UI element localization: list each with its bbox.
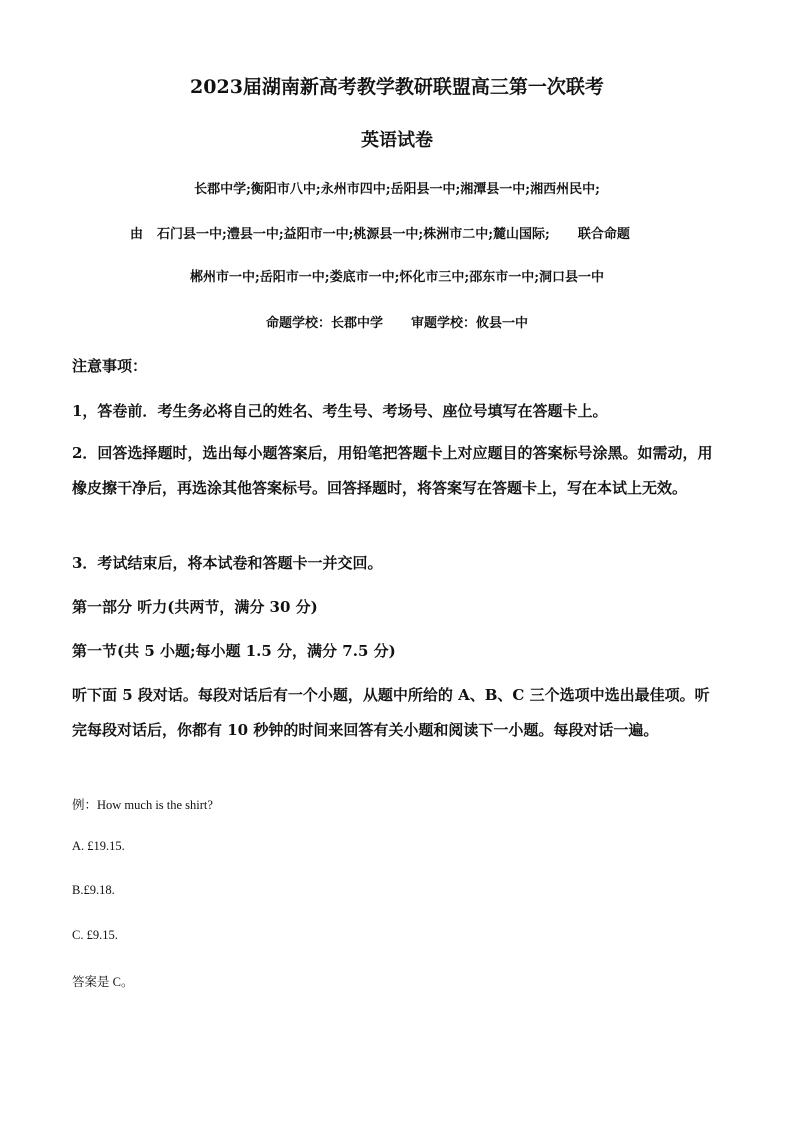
exam-title: 2023届湖南新高考教学教研联盟高三第一次联考: [190, 76, 604, 98]
notes-item-1: 1，答卷前．考生务必将自己的姓名、考生号、考场号、座位号填写在答题卡上。: [72, 402, 608, 420]
example-question: 例：How much is the shirt?: [72, 798, 213, 812]
exam-subtitle: 英语试卷: [361, 130, 433, 151]
notes-item-2: 2．回答选择题时，选出每小题答案后，用铅笔把答题卡上对应题目的答案标号涂黑。如需动，用橡皮擦干净后，再选涂其他答案标号。回答择题时，将答案写在答题卡上，写在本试上无效。: [72, 444, 713, 497]
schools-line-3: 郴州市一中;岳阳市一中;娄底市一中;怀化市三中;邵东市一中;洞口县一中: [190, 270, 604, 285]
example-option-a: A. £19.15.: [72, 839, 125, 853]
part-1-heading: 第一部分 听力(共两节，满分 30 分): [72, 598, 318, 616]
schools-line-2: [130, 223, 630, 242]
setting-school: 命题学校：长郡中学: [265, 316, 383, 331]
schools-line-2-suffix: 联合命题: [577, 227, 630, 242]
example-option-c: C. £9.15.: [72, 928, 118, 942]
section-1-heading: 第一节(共 5 小题;每小题 1.5 分，满分 7.5 分): [72, 642, 396, 660]
example-answer: 答案是 C。: [72, 975, 134, 989]
schools-line-2-middle: 石门县一中;澧县一中;益阳市一中;桃源县一中;株洲市二中;麓山国际;: [157, 227, 550, 242]
schools-line-1: 长郡中学;衡阳市八中;永州市四中;岳阳县一中;湘潭县一中;湘西州民中;: [194, 182, 600, 197]
notes-heading: 注意事项：: [72, 357, 148, 375]
schools-line-2-prefix: 由: [130, 227, 144, 242]
setting-review-schools: [0, 312, 794, 331]
notes-item-3: 3．考试结束后，将本试卷和答题卡一并交回。: [72, 554, 383, 572]
review-school: 审题学校：攸县一中: [411, 316, 529, 331]
listening-instructions: 听下面 5 段对话。每段对话后有一个小题，从题中所给的 A、B、C 三个选项中选出最佳项。听完每段对话后，你都有 10 秒钟的时间来回答有关小题和阅读下一小题。每段对话一遍。: [72, 686, 710, 739]
example-option-b: B.£9.18.: [72, 883, 115, 897]
